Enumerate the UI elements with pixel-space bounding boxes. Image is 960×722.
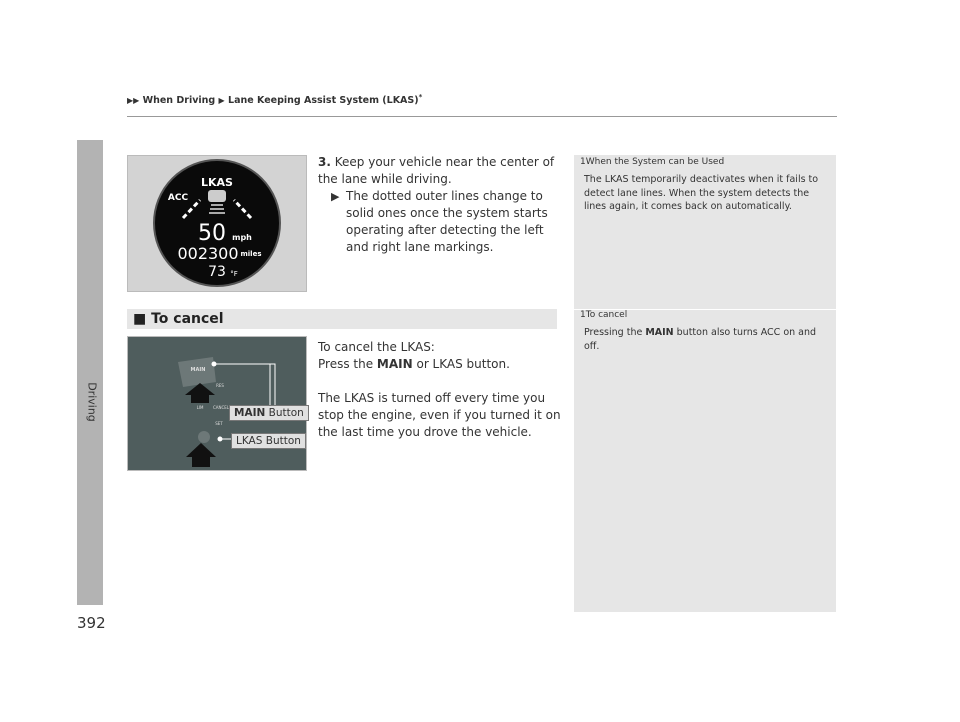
wheel-main-label: MAIN (190, 367, 206, 373)
note-reference-icon: 1 (580, 310, 586, 320)
meter-temp: 73 (208, 264, 226, 280)
wheel-cancel-label: CANCEL (212, 405, 230, 410)
lkas-meter-illustration (128, 156, 306, 291)
breadcrumb-level2[interactable]: Lane Keeping Assist System (LKAS) (228, 95, 419, 107)
cancel-instructions (318, 339, 563, 441)
meter-speed-unit: mph (232, 233, 252, 242)
section-header (127, 309, 557, 329)
meter-lkas-text: LKAS (201, 176, 233, 189)
section-title (133, 309, 224, 329)
note-1-heading: 1When the System can be Used (580, 157, 725, 167)
wheel-lim-label: LIM (196, 405, 204, 410)
page-number: 392 (77, 614, 106, 632)
header-rule (127, 116, 837, 117)
result-arrow-icon: ▶ (331, 190, 340, 203)
square-marker-icon: ■ (133, 311, 147, 327)
cancel-line2: Press the MAIN or LKAS button. (318, 357, 510, 371)
steering-buttons-illustration (128, 337, 306, 470)
sidebar-tab (77, 140, 103, 605)
steering-buttons-figure (127, 336, 307, 471)
note-reference-icon: 1 (580, 157, 586, 167)
step-3 (318, 154, 558, 256)
main-button-callout (229, 405, 309, 421)
meter-odometer: 002300 (177, 244, 239, 263)
meter-temp-unit: °F (230, 270, 238, 278)
breadcrumb-asterisk: * (418, 93, 423, 101)
breadcrumb-level1[interactable]: When Driving (142, 95, 216, 107)
cancel-line1: To cancel the LKAS: (318, 340, 435, 354)
step-sub-text: The dotted outer lines change to solid ones once the system starts operating after detecting the left and right lane markings. (346, 189, 548, 254)
note-2-body: Pressing the MAIN button also turns ACC on and off. (584, 327, 817, 352)
breadcrumb (127, 93, 422, 106)
step-substep (318, 188, 558, 256)
meter-speed: 50 (198, 221, 226, 246)
lkas-button-icon (198, 431, 210, 443)
section-title-text: To cancel (151, 311, 224, 327)
meter-odo-unit: miles (240, 250, 262, 258)
meter-acc-text: ACC (167, 193, 189, 203)
note-1-body: The LKAS temporarily deactivates when it fails to detect lane lines. When the system detects the lines again, it comes back on automatically. (584, 174, 819, 212)
cancel-para2: The LKAS is turned off every time you stop the engine, even if you turned it on the last time you drove the vehicle. (318, 391, 561, 439)
step-text: Keep your vehicle near the center of the lane while driving. (318, 155, 555, 186)
step-number: 3. (318, 155, 331, 169)
note-2-heading: 1To cancel (580, 310, 628, 320)
wheel-res-label: RES (216, 383, 224, 388)
sidebar-label: Driving (85, 382, 99, 422)
notes-panel (574, 155, 836, 612)
car-icon (208, 190, 226, 202)
callout-main-bold: MAIN (234, 407, 266, 419)
lkas-button-callout: LKAS Button (231, 433, 306, 449)
breadcrumb-arrow-icon: ▶▶ (127, 96, 140, 106)
lkas-meter-figure (127, 155, 307, 292)
callout-main-rest: Button (265, 407, 304, 419)
breadcrumb-arrow-icon: ▶ (218, 96, 225, 106)
wheel-set-label: SET (215, 421, 223, 426)
